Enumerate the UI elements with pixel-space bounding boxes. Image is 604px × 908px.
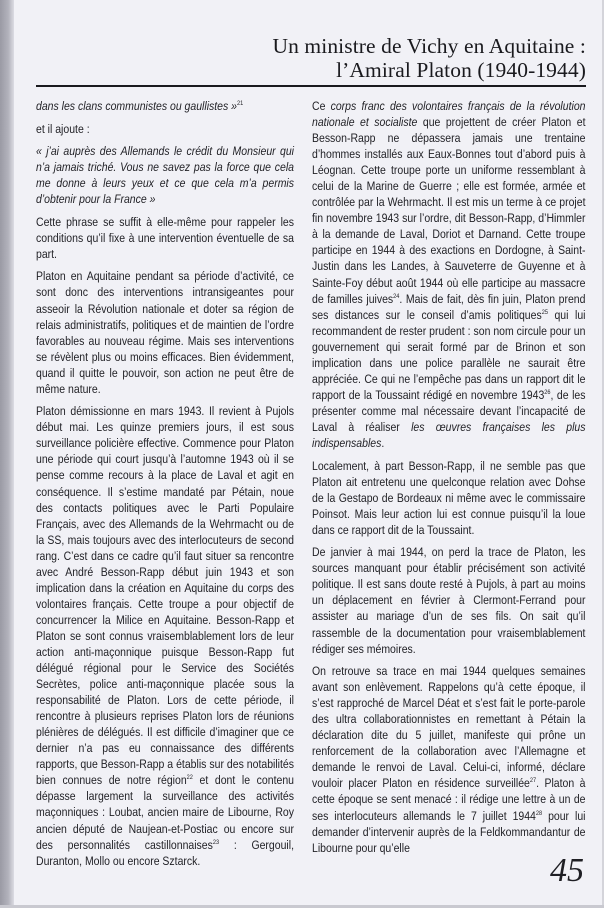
paragraph: Platon en Aquitaine pendant sa période d’activité, ce sont donc des interventions intransigeantes pour asseoir la Révolution nationale et doter sa région de relais administratifs, politiques et de maintien de l’ordre favorables au nouveau régime. Mais ses interventions se révèlent plus ou moins efficaces. Bien évidemment, quand il quitte le pouvoir, son action ne peut être de même nature.: [36, 269, 294, 396]
text-run: , de les présenter comme mal nécessaire devant l’incapacité de Laval à réaliser: [312, 387, 586, 434]
text-run: que projettent de créer Platon et Besson-Rapp ne dépassera jamais une trentaine d’hommes installés aux Eaux-Bonnes tout d’abord puis à Léognan. Cette troupe porte un uniforme ressemblant à celui de la Marine de Guerre ; elle est formée, armée et contrôlée par la Wehrmacht. Il est mis un terme à ce projet fin novembre 1943 sur l’ordre, dit Besson-Rapp, d’Himmler à la demande de Laval, Doriot et Darnand. Cette troupe participe en 1944 à des exactions en Dordogne, à Saint-Justin dans les Landes, à Sauveterre de Guyenne et à Sainte-Foy début août 1944 où elle participe au massacre de familles juives: [312, 115, 586, 306]
paragraph: De janvier à mai 1944, on perd la trace de Platon, les sources manquant pour établir précisément son activité politique. Il est sans doute resté à Pujols, à part au moins un déplacement en février à Clermont-Ferrand pour assister au mariage d’un de ses fils. On sait qu’il rassemble de la documentation pour vraisemblablement rédiger ses mémoires.: [312, 545, 586, 656]
text-run: pour lui demander d’intervenir auprès de la Feldkommandantur de Libourne pour qu’elle: [312, 808, 586, 855]
text-run: et dont le contenu dépasse largement la surveillance des activités maçonniques : Loubat, ancien maire de Libourne, Roy ancien député de Naujean-et-Postiac ou encore sur des personnalités castillonnaises: [36, 773, 294, 852]
right-column: [312, 98, 585, 862]
footnote-ref: 28: [535, 809, 543, 817]
running-header-line-1: Un ministre de Vichy en Aquitaine :: [272, 34, 586, 58]
italic-text: corps franc des volontaires français de la révolution nationale et socialiste: [312, 99, 586, 130]
footnote-ref: 24: [393, 292, 400, 300]
text-run: . Mais de fait, dès fin juin, Platon prend ses distances sur le conseil d’amis politiques: [312, 291, 586, 322]
header-rule: [36, 85, 586, 87]
paragraph: [36, 403, 294, 868]
left-column: [36, 98, 294, 875]
paragraph: Localement, à part Besson-Rapp, il ne semble pas que Platon ait entretenu une quelconque relation avec Dohse de la Gestapo de Bordeaux ni même avec le commissaire Poinsot. Mais leur action lui est connue puisqu’il la loue dans ce rapport dit de la Toussaint.: [312, 458, 586, 537]
footnote-ref: 21: [236, 100, 244, 107]
paragraph: et il ajoute :: [36, 121, 90, 136]
paragraph: [312, 98, 585, 451]
page-number: 45: [550, 852, 584, 889]
paragraph: Cette phrase se suffit à elle-même pour rappeler les conditions qu’il fixe à une intervention éventuelle de sa part.: [36, 214, 294, 261]
text-run: .: [381, 435, 385, 450]
quote-text: « j’ai auprès des Allemands le crédit du Monsieur qui n’a jamais triché. Vous ne savez pas la force que cela me donne à leurs yeux et ce que cela m’a permis d’obtenir pour la France »: [36, 144, 294, 207]
running-header: [272, 34, 586, 82]
footnote-ref: 22: [186, 774, 193, 782]
text-run: qui lui recommandent de rester prudent : son nom circule pour un gouvernement qui serait formé par de Brinon et son implication dans une police parallèle ne saurait être appréciée. Ce qui ne l’empêche pas dans un rapport dit le rapport de la Toussaint rédigé en novembre 1943: [312, 307, 586, 402]
italic-text: les œuvres françaises les plus indispensables: [312, 419, 586, 450]
paragraph: [312, 663, 585, 856]
footnote-ref: 25: [541, 308, 548, 316]
text-run: Platon démissionne en mars 1943. Il revient à Pujols début mai. Les quinze premiers jours, il est sous surveillance policière effective. Commence pour Platon une période qui court jusqu’à l’automne 1943 où il se pense comme recours à la place de Laval et agit en conséquence. Il s’estime mandaté par Pétain, noue des contacts politiques avec le Parti Populaire Français, avec des Allemands de la Wehrmacht ou de la SS, mais toujours avec des interlocuteurs de second rang. C’est dans ce cadre qu’il faut situer sa rencontre avec André Besson-Rapp début juin 1943 et son implication dans la création en Aquitaine du corps des volontaires français. Cette troupe a pour objectif de concurrencer la Milice en Aquitaine. Besson-Rapp et Platon se sont connus vraisemblablement lors de leur action anti-maçonnique puisque Besson-Rapp fut délégué régional pour le Service des Sociétés Secrètes, police anti-maçonnique placée sous la responsabilité de Platon. Lors de cette période, il rencontre à plusieurs reprises Platon lors de réunions plénières de délégués. Il est difficile d’imaginer que ce dernier n’a pas eu connaissance des différents rapports, que Besson-Rapp a établis sur des notabilités bien connues de notre région: [36, 404, 294, 788]
quote-text: dans les clans communistes ou gaullistes »: [36, 99, 237, 113]
footnote-ref: 26: [544, 388, 551, 396]
running-header-line-2: l’Amiral Platon (1940-1944): [336, 58, 586, 82]
text-run: . Platon à cette époque se sent menacé : il rédige une lettre à un de ses interlocuteurs allemands le 7 juillet 1944: [312, 776, 586, 823]
paragraph-quote: [36, 143, 294, 207]
text-run: Ce: [312, 99, 331, 113]
book-spine-shadow: [0, 0, 14, 908]
text-run: On retrouve sa trace en mai 1944 quelques semaines avant son enlèvement. Rappelons qu’à cette époque, il s’est rapproché de Marcel Déat et s’est fait le porte-parole des ultra collaborationnistes en remettant à Pétain la déclaration dite du 5 juillet, manifeste qui prône un renforcement de la collaboration avec l’Allemagne et demande le renvoi de Laval. Celui-ci, informé, déclare vouloir placer Platon en résidence surveillée: [312, 664, 586, 791]
footnote-ref: 23: [212, 838, 220, 846]
footnote-ref: 27: [529, 777, 537, 785]
text-run: : Gergouil, Duranton, Mollo ou encore Sztarck.: [36, 837, 294, 868]
paragraph: [36, 98, 294, 114]
